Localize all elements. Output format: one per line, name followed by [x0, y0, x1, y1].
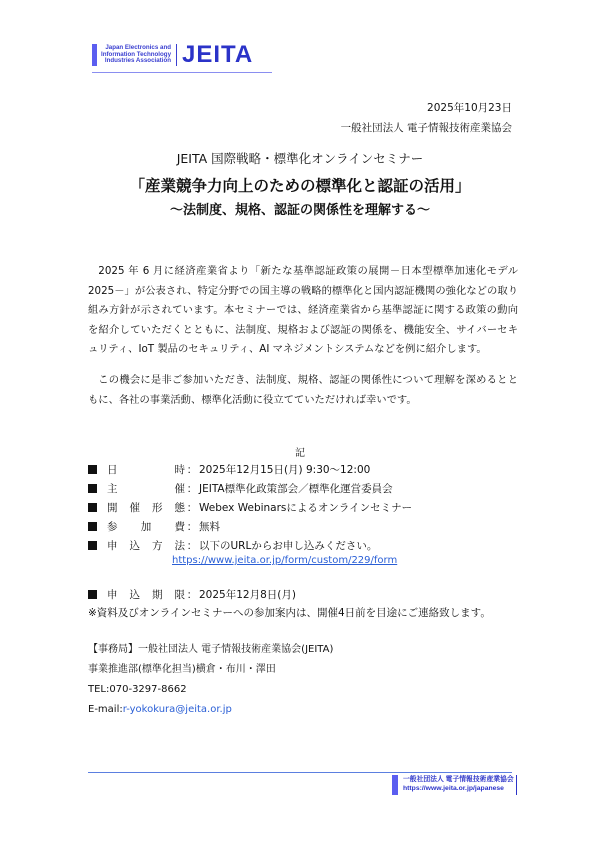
detail-value: 2025年12月15日(月) 9:30～12:00 [199, 464, 371, 476]
detail-value: 無料 [199, 521, 220, 533]
detail-value: JEITA標準化政策部会／標準化運営委員会 [199, 483, 393, 495]
logo-text: JEITA [182, 41, 254, 68]
detail-label: 申 込 期 限 [107, 589, 185, 601]
detail-value: 以下のURLからお申し込みください。 [199, 540, 378, 552]
detail-deadline [88, 585, 296, 604]
colon: ： [186, 483, 198, 495]
materials-note: ※資料及びオンラインセミナーへの参加案内は、開催4日前を目途にご連絡致します。 [88, 607, 491, 619]
email-label: E-mail: [88, 704, 123, 715]
square-bullet-icon [88, 503, 97, 512]
detail-datetime [88, 460, 412, 479]
logo-association-name: Japan Electronics and Information Technology Industries Association [101, 44, 172, 65]
contact-tel: TEL:070-3297-8662 [88, 684, 187, 695]
contact-block [88, 640, 333, 720]
email-link[interactable]: r-yokokura@jeita.or.jp [122, 704, 232, 715]
colon: ： [186, 589, 198, 601]
logo-separator [176, 44, 177, 66]
colon: ： [186, 521, 198, 533]
square-bullet-icon [88, 541, 97, 550]
footer-separator [516, 775, 517, 795]
square-bullet-icon [88, 484, 97, 493]
footer-logo [392, 775, 517, 795]
intro-paragraph: 2025 年 6 月に経済産業省より「新たな基準認証政策の展開－日本型標準加速化モデル 2025－」が公表され、特定分野での国主導の戦略的標準化と国内認証機関の強化などの取り組み方針が示されています。本セミナーでは、経済産業省から基準認証に関する政策の動向を紹介していただくとともに、法制度、規格および認証の関係を、機能安全、サイバーセキュリティ、IoT 製品のセキュリティ、AI マネジメントシステムなどを例に紹介します。 [88, 265, 518, 355]
detail-fee [88, 517, 412, 536]
detail-format [88, 498, 412, 517]
footer-org: 一般社団法人 電子情報技術産業協会 [403, 776, 514, 783]
invitation-paragraph: この機会に是非ご参加いただき、法制度、規格、認証の関係性について理解を深めるとともに、各社の事業活動、標準化活動に役立てていただければ幸いです。 [88, 374, 518, 406]
contact-office: 【事務局】一般社団法人 電子情報技術産業協会(JEITA) [88, 644, 334, 655]
detail-label: 主 催 [107, 483, 185, 495]
footer-url[interactable]: https://www.jeita.or.jp/japanese [403, 785, 504, 792]
detail-application [88, 536, 412, 555]
footer-divider [88, 772, 512, 773]
square-bullet-icon [88, 522, 97, 531]
colon: ： [186, 540, 198, 552]
square-bullet-icon [88, 590, 97, 599]
logo-bar [92, 44, 97, 66]
ki-heading: 記 [295, 448, 305, 459]
detail-label: 開 催 形 態 [107, 502, 185, 514]
detail-label: 日 時 [107, 464, 185, 476]
detail-value: 2025年12月8日(月) [199, 589, 296, 601]
detail-organizer [88, 479, 412, 498]
detail-label: 申 込 方 法 [107, 540, 185, 552]
colon: ： [186, 464, 198, 476]
contact-department: 事業推進部(標準化担当)横倉・布川・澤田 [88, 664, 276, 675]
colon: ： [186, 502, 198, 514]
seminar-name: JEITA 国際戦略・標準化オンラインセミナー [176, 151, 424, 166]
event-details [88, 460, 412, 555]
issuer-organization: 一般社団法人 電子情報技術産業協会 [340, 122, 512, 134]
detail-value: Webex Webinarsによるオンラインセミナー [199, 502, 413, 514]
page-title: 「産業競争力向上のための標準化と認証の活用」 [129, 177, 471, 195]
logo-underline [92, 72, 272, 73]
contact-email-row [88, 700, 333, 720]
issue-date: 2025年10月23日 [427, 102, 512, 114]
detail-label: 参 加 費 [107, 521, 185, 533]
registration-url-link[interactable]: https://www.jeita.or.jp/form/custom/229/form [172, 555, 398, 566]
page-subtitle: ～法制度、規格、認証の関係性を理解する～ [169, 203, 430, 218]
footer-logo-bar [392, 775, 398, 795]
jeita-logo [92, 42, 253, 68]
square-bullet-icon [88, 465, 97, 474]
